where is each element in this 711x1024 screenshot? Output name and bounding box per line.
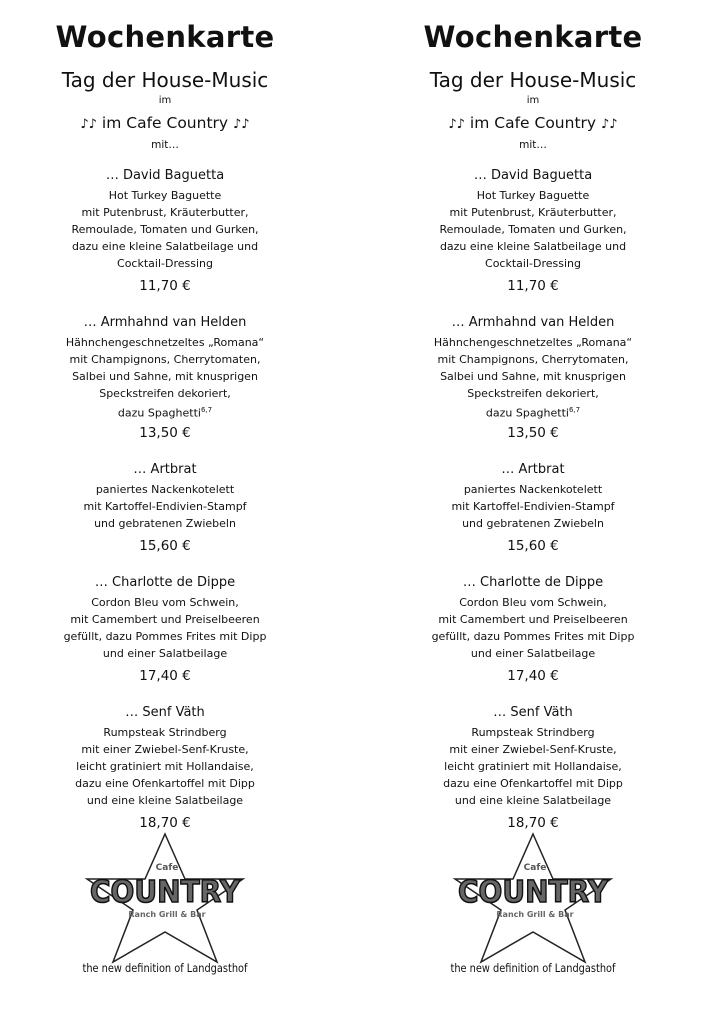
dish-description-line bbox=[0, 187, 330, 204]
dish-name: … Armhahnd van Helden bbox=[83, 315, 247, 330]
description-text: Hot Turkey Baguette bbox=[108, 189, 222, 202]
dish-description-line bbox=[368, 628, 698, 645]
cafe-country-logo bbox=[75, 832, 255, 982]
mit-text: mit… bbox=[151, 139, 179, 151]
logo-cafe-text: Cafe bbox=[523, 863, 547, 873]
dish-description-line bbox=[0, 402, 330, 419]
dish-description-line bbox=[0, 628, 330, 645]
description-text: und eine kleine Salatbeilage bbox=[454, 794, 612, 807]
description-text: leicht gratiniert mit Hollandaise, bbox=[444, 760, 622, 773]
description-text: Rumpsteak Strindberg bbox=[103, 726, 227, 739]
dish-description-line bbox=[368, 594, 698, 611]
star-logo-icon bbox=[443, 832, 623, 982]
description-text: Cocktail-Dressing bbox=[117, 257, 213, 270]
footnote: 6,7 bbox=[568, 406, 581, 414]
description-text: paniertes Nackenkotelett bbox=[95, 483, 235, 496]
im-text: im bbox=[526, 95, 540, 106]
dish-description-line bbox=[0, 238, 330, 255]
description-text: mit Kartoffel-Endivien-Stampf bbox=[83, 500, 247, 513]
description-text: gefüllt, dazu Pommes Frites mit Dipp bbox=[63, 630, 267, 643]
dish-description-line bbox=[0, 481, 330, 498]
dish-description-line bbox=[368, 402, 698, 419]
dish-description-line bbox=[0, 255, 330, 272]
dish-price: 11,70 € bbox=[507, 278, 559, 294]
dish-price: 18,70 € bbox=[139, 815, 191, 831]
logo-country-text: COUNTRY bbox=[90, 875, 242, 910]
description-text: dazu Spaghetti bbox=[485, 406, 569, 420]
dish-description-line bbox=[368, 611, 698, 628]
event-subtitle: Tag der House-Music bbox=[429, 68, 637, 92]
im-text: im bbox=[158, 95, 172, 106]
logo-slogan-text: the new definition of Landgasthof bbox=[450, 961, 617, 975]
footnote: 6,7 bbox=[200, 406, 213, 414]
dish-description-line bbox=[0, 498, 330, 515]
description-text: Cordon Bleu vom Schwein, bbox=[91, 596, 239, 609]
dish-price: 13,50 € bbox=[507, 425, 559, 441]
dish-description-line bbox=[0, 775, 330, 792]
description-text: Cocktail-Dressing bbox=[485, 257, 581, 270]
logo-tagline-text: Ranch Grill & Bar bbox=[128, 910, 206, 919]
dish-description-line bbox=[368, 515, 698, 532]
dish-description-line bbox=[0, 758, 330, 775]
dish-price: 13,50 € bbox=[139, 425, 191, 441]
dish-item bbox=[0, 312, 330, 445]
dish-item bbox=[368, 459, 698, 558]
dish-price: 15,60 € bbox=[507, 538, 559, 554]
dish-description-line bbox=[368, 481, 698, 498]
dish-name: … Artbrat bbox=[133, 462, 197, 477]
dish-description-line bbox=[368, 758, 698, 775]
description-text: Hot Turkey Baguette bbox=[476, 189, 590, 202]
description-text: mit Putenbrust, Kräuterbutter, bbox=[81, 206, 249, 219]
dish-description-line bbox=[0, 515, 330, 532]
dish-description-line bbox=[0, 611, 330, 628]
dish-description-line bbox=[368, 221, 698, 238]
star-logo-icon bbox=[75, 832, 255, 982]
dish-description-line bbox=[368, 255, 698, 272]
description-text: dazu eine Ofenkartoffel mit Dipp bbox=[443, 777, 623, 790]
description-text: gefüllt, dazu Pommes Frites mit Dipp bbox=[431, 630, 635, 643]
logo-cafe-text: Cafe bbox=[155, 863, 179, 873]
description-text: mit Champignons, Cherrytomaten, bbox=[69, 353, 261, 366]
description-text: Speckstreifen dekoriert, bbox=[99, 387, 231, 400]
dish-price: 17,40 € bbox=[139, 668, 191, 684]
description-text: Remoulade, Tomaten und Gurken, bbox=[71, 223, 259, 236]
dish-description-line bbox=[368, 645, 698, 662]
description-text: dazu Spaghetti bbox=[117, 406, 201, 420]
description-text: paniertes Nackenkotelett bbox=[463, 483, 603, 496]
dish-description-line bbox=[0, 724, 330, 741]
dish-description-line bbox=[0, 334, 330, 351]
description-text: dazu eine kleine Salatbeilage und bbox=[71, 240, 259, 253]
dish-item bbox=[368, 572, 698, 688]
dish-name: … Armhahnd van Helden bbox=[451, 315, 615, 330]
dish-description-line bbox=[0, 385, 330, 402]
dish-description-line bbox=[368, 741, 698, 758]
dish-description-line bbox=[0, 741, 330, 758]
dish-description-line bbox=[368, 385, 698, 402]
description-text: Rumpsteak Strindberg bbox=[471, 726, 595, 739]
dish-name: … Charlotte de Dippe bbox=[94, 575, 236, 590]
venue-name: im Cafe Country bbox=[101, 114, 229, 132]
dish-description-line bbox=[368, 238, 698, 255]
description-text: Hähnchengeschnetzeltes „Romana“ bbox=[65, 336, 265, 349]
logo-tagline-text: Ranch Grill & Bar bbox=[496, 910, 574, 919]
description-text: mit Kartoffel-Endivien-Stampf bbox=[451, 500, 615, 513]
dish-description-line bbox=[368, 334, 698, 351]
dish-item bbox=[368, 165, 698, 298]
description-text: Cordon Bleu vom Schwein, bbox=[459, 596, 607, 609]
dish-description-line bbox=[368, 724, 698, 741]
description-text: mit Putenbrust, Kräuterbutter, bbox=[449, 206, 617, 219]
dish-list bbox=[368, 165, 698, 835]
dish-description-line bbox=[368, 351, 698, 368]
music-notes-icon: ♪♪ bbox=[80, 117, 97, 132]
description-text: Remoulade, Tomaten und Gurken, bbox=[439, 223, 627, 236]
menu-column-left bbox=[0, 0, 330, 975]
menu-title: Wochenkarte bbox=[423, 20, 643, 54]
description-text: mit Camembert und Preiselbeeren bbox=[70, 613, 260, 626]
dish-description-line bbox=[0, 221, 330, 238]
venue-line bbox=[0, 109, 330, 137]
description-text: Hähnchengeschnetzeltes „Romana“ bbox=[433, 336, 633, 349]
description-text: mit einer Zwiebel-Senf-Kruste, bbox=[449, 743, 617, 756]
dish-description-line bbox=[368, 792, 698, 809]
logo-country-text: COUNTRY bbox=[458, 875, 610, 910]
menu-title: Wochenkarte bbox=[55, 20, 275, 54]
event-subtitle: Tag der House-Music bbox=[61, 68, 269, 92]
dish-name: … Senf Väth bbox=[493, 705, 573, 720]
description-text: und eine kleine Salatbeilage bbox=[86, 794, 244, 807]
dish-description-line bbox=[0, 204, 330, 221]
description-text: Salbei und Sahne, mit knusprigen bbox=[72, 370, 258, 383]
dish-description-line bbox=[0, 792, 330, 809]
venue-name: im Cafe Country bbox=[469, 114, 597, 132]
logo-slogan-text: the new definition of Landgasthof bbox=[82, 961, 249, 975]
description-text: und gebratenen Zwiebeln bbox=[94, 517, 236, 530]
dish-description-line bbox=[368, 775, 698, 792]
dish-name: … David Baguetta bbox=[473, 168, 593, 183]
description-text: dazu eine Ofenkartoffel mit Dipp bbox=[75, 777, 255, 790]
dish-name: … Charlotte de Dippe bbox=[462, 575, 604, 590]
dish-name: … David Baguetta bbox=[105, 168, 225, 183]
dish-description-line bbox=[368, 498, 698, 515]
dish-name: … Artbrat bbox=[501, 462, 565, 477]
description-text: mit einer Zwiebel-Senf-Kruste, bbox=[81, 743, 249, 756]
music-notes-icon: ♪♪ bbox=[448, 117, 465, 132]
dish-item bbox=[0, 572, 330, 688]
dish-description-line bbox=[368, 204, 698, 221]
dish-description-line bbox=[0, 594, 330, 611]
cafe-country-logo bbox=[443, 832, 623, 982]
mit-text: mit… bbox=[519, 139, 547, 151]
dish-price: 18,70 € bbox=[507, 815, 559, 831]
music-notes-icon: ♪♪ bbox=[233, 117, 250, 132]
description-text: mit Camembert und Preiselbeeren bbox=[438, 613, 628, 626]
dish-price: 17,40 € bbox=[507, 668, 559, 684]
dish-description-line bbox=[368, 368, 698, 385]
dish-description-line bbox=[368, 187, 698, 204]
menu-column-right bbox=[368, 0, 698, 975]
venue-line bbox=[368, 109, 698, 137]
dish-price: 11,70 € bbox=[139, 278, 191, 294]
dish-description-line bbox=[0, 368, 330, 385]
dish-item bbox=[0, 459, 330, 558]
description-text: mit Champignons, Cherrytomaten, bbox=[437, 353, 629, 366]
description-text: und einer Salatbeilage bbox=[470, 647, 596, 660]
description-text: dazu eine kleine Salatbeilage und bbox=[439, 240, 627, 253]
description-text: Speckstreifen dekoriert, bbox=[467, 387, 599, 400]
dish-description-line bbox=[0, 645, 330, 662]
dish-name: … Senf Väth bbox=[125, 705, 205, 720]
description-text: Salbei und Sahne, mit knusprigen bbox=[440, 370, 626, 383]
description-text: leicht gratiniert mit Hollandaise, bbox=[76, 760, 254, 773]
dish-item bbox=[0, 165, 330, 298]
dish-item bbox=[0, 702, 330, 835]
dish-item bbox=[368, 312, 698, 445]
description-text: und einer Salatbeilage bbox=[102, 647, 228, 660]
description-text: und gebratenen Zwiebeln bbox=[462, 517, 604, 530]
dish-list bbox=[0, 165, 330, 835]
music-notes-icon: ♪♪ bbox=[601, 117, 618, 132]
dish-price: 15,60 € bbox=[139, 538, 191, 554]
dish-item bbox=[368, 702, 698, 835]
dish-description-line bbox=[0, 351, 330, 368]
